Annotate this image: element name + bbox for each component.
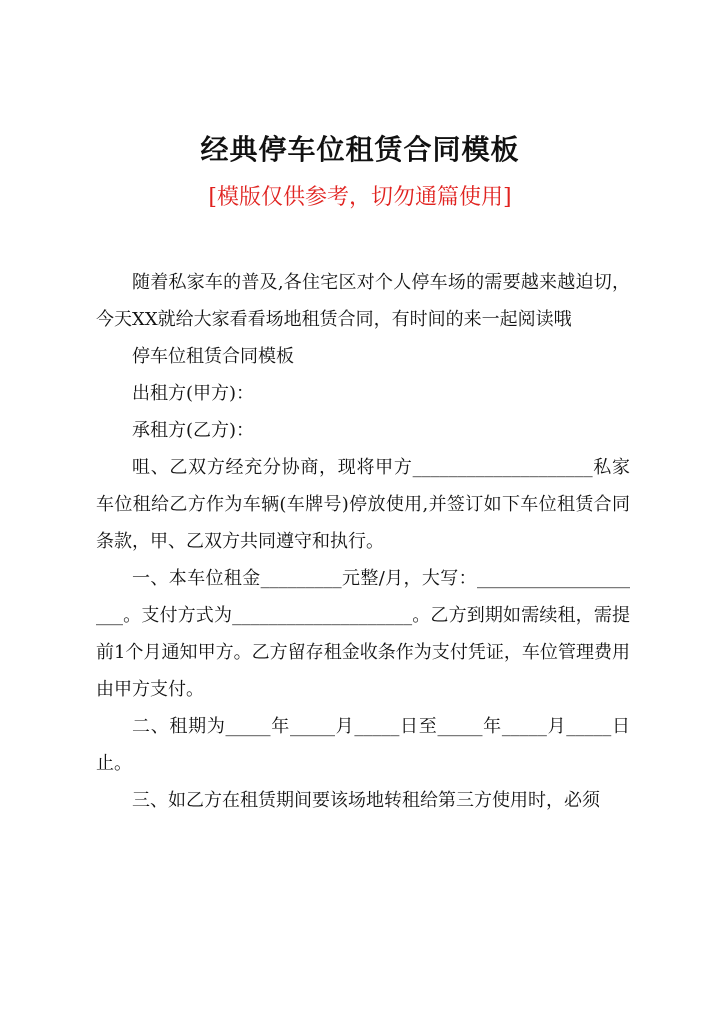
contract-subtitle: 停车位租赁合同模板 [132,346,294,367]
intro-paragraph: 随着私家车的普及,各住宅区对个人停车场的需要越来越迫切，今天XX就给大家看看场地租赁合同，有时间的来一起阅读哦 [96,272,630,330]
clause-3-sublease: 三、如乙方在租赁期间要该场地转租给第三方使用时，必须 [132,790,600,811]
clause-1-rent: 一、本车位租金_________元整/月，大写：____________________。支付方式为____________________。乙方到期如需续租，需提前1个月通知甲方。乙方留存租金收条作为支付凭证，车位管理费用由甲方支付。 [96,568,630,700]
lessor-line: 出租方(甲方)： [132,383,255,404]
template-notice: [模版仅供参考，切勿通篇使用] [208,185,512,210]
clause-2-term: 二、租期为_____年_____月_____日至_____年_____月_____日止。 [96,716,630,774]
agreement-paragraph: 咀、乙双方经充分协商，现将甲方____________________私家车位租给乙方作为车辆(车牌号)停放使用,并签订如下车位租赁合同条款，甲、乙双方共同遵守和执行。 [96,457,630,552]
document-title: 经典停车位租赁合同模板 [200,133,520,166]
document-body [96,264,630,819]
lessee-line: 承租方(乙方)： [132,420,255,441]
